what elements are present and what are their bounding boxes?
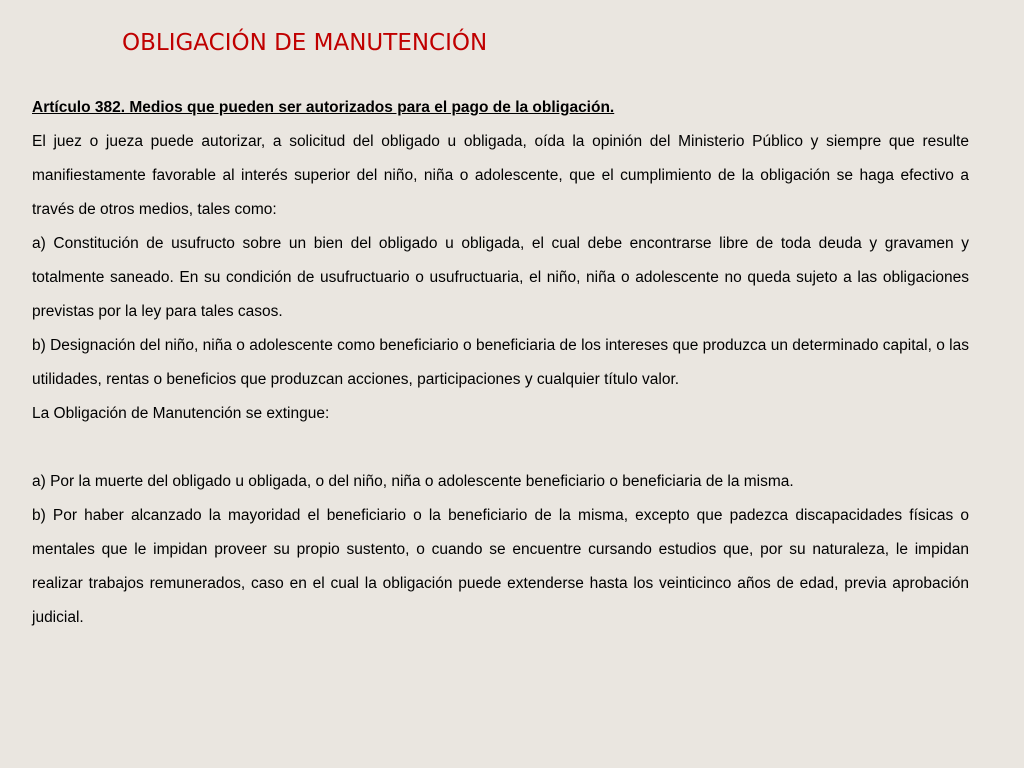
extinction-heading: La Obligación de Manutención se extingue: — [32, 405, 330, 422]
option-a-paragraph: a) Constitución de usufructo sobre un bien del obligado u obligada, el cual debe encontrarse libre de toda deuda y gravamen y totalmente saneado. En su condición de usufructuario o usufructuaria, el niño, niña o adolescente no queda sujeto a las obligaciones previstas por la ley para tales casos. — [32, 235, 969, 320]
extinction-item-a: a) Por la muerte del obligado u obligada, o del niño, niña o adolescente beneficiario o beneficiaria de la misma. — [32, 473, 794, 490]
slide-body — [32, 91, 969, 635]
extinction-item-b: b) Por haber alcanzado la mayoridad el beneficiario o la beneficiario de la misma, excepto que padezca discapacidades físicas o mentales que le impidan proveer su propio sustento, o cuando se encuentre cursando estudios que, por su naturaleza, le impidan realizar trabajos remunerados, caso en el cual la obligación puede extenderse hasta los veinticinco años de edad, previa aprobación judicial. — [32, 507, 969, 626]
slide-title: OBLIGACIÓN DE MANUTENCIÓN — [122, 30, 488, 56]
spacer — [32, 431, 969, 465]
intro-paragraph: El juez o jueza puede autorizar, a solicitud del obligado u obligada, oída la opinión del Ministerio Público y siempre que resulte manifiestamente favorable al interés superior del niño, niña o adolescente, que el cumplimiento de la obligación se haga efectivo a través de otros medios, tales como: — [32, 133, 969, 218]
article-heading: Artículo 382. Medios que pueden ser autorizados para el pago de la obligación. — [32, 99, 615, 116]
option-b-paragraph: b) Designación del niño, niña o adolescente como beneficiario o beneficiaria de los intereses que produzca un determinado capital, o las utilidades, rentas o beneficios que produzcan acciones, participaciones y cualquier título valor. — [32, 337, 969, 388]
